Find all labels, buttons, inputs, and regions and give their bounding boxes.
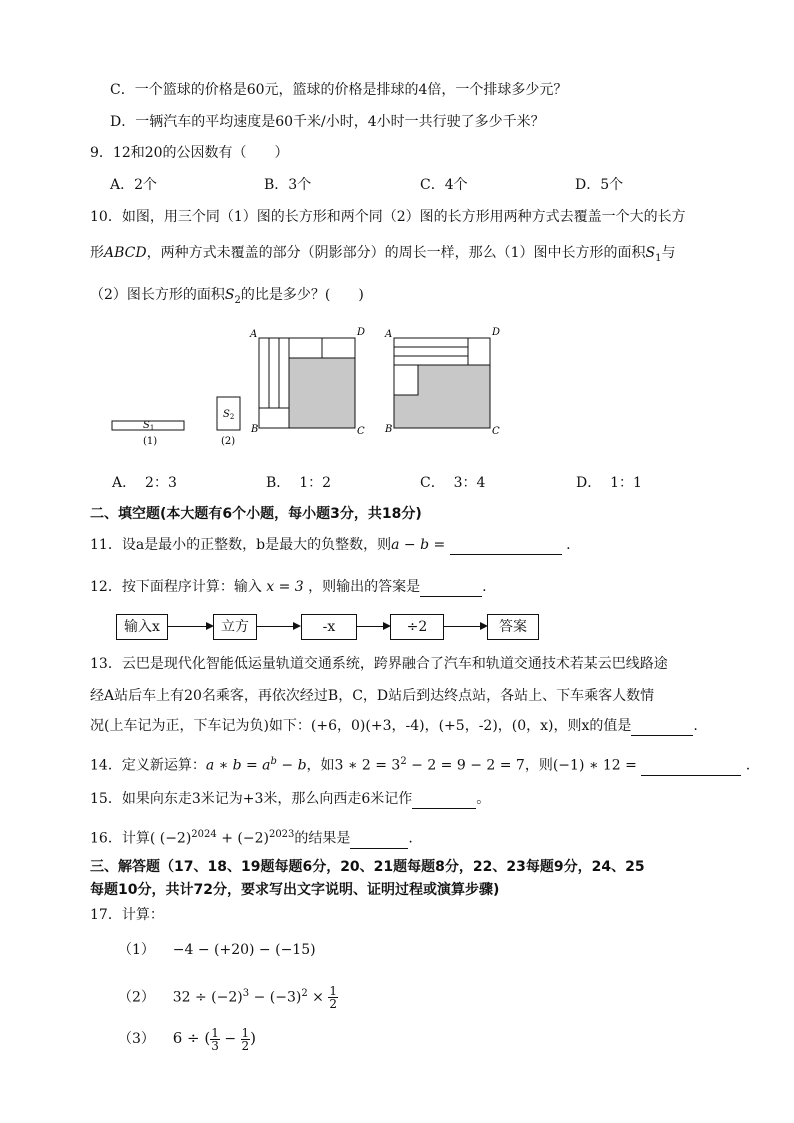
vertex-b-2: B [385,424,393,435]
q11-answer-blank[interactable] [450,538,562,555]
flow-arrow [257,626,299,627]
section-3-heading-line1: 三、解答题（17、18、19题每题6分，20、21题每题8分，22、23每题9分，24、25 [90,859,645,875]
section-3-heading-line2: 每题10分，共计72分，要求写出文字说明、证明过程或演算步骤) [90,882,500,898]
flow-arrow [357,626,389,627]
q14: 14．定义新运算：a ∗ $b = a^b - b$，如3 ∗ $2 = 3^2 - 2 = 9 - 2 = 7$，则(−1) ∗ 12 = . [90,756,751,774]
q15: 15．如果向东走3米记为+3米，那么向西走6米记作 。 [90,791,491,807]
flow-minus-x: -x [301,614,357,640]
q14-answer-blank[interactable] [641,759,741,776]
vertex-c-2: C [492,426,500,437]
q12: 12．按下面程序计算：输入 x = 3 ，则输出的答案是 . [90,579,487,595]
vertex-d-2: D [492,327,501,338]
q10-line1: 10．如图，用三个同（1）图的长方形和两个同（2）图的长方形用两种方式去覆盖一个大的长方 [90,209,686,225]
vertex-c-1: C [357,426,365,437]
label-s1: $S_1$ [143,420,155,432]
q17-item-2: （2） $32 \div (-2)^3 - (-3)^2$ × $\frac{1}{2}$ [118,984,337,1012]
q17-stem: 17．计算： [90,907,164,923]
vertex-a-2: A [385,329,393,340]
fraction-half: $\frac{1}{2}$ [329,984,337,1012]
vertex-b-1: B [251,424,259,435]
vertex-a-1: A [250,329,258,340]
q9-option-b: B．3个 [264,177,312,193]
q10-line2: 形ABCD，两种方式未覆盖的部分（阴影部分）的周长一样，那么（1）图中长方形的面积$S_1$与 [90,245,676,264]
q13-answer-blank[interactable] [631,719,693,736]
q12-flowchart [116,614,546,640]
q11: 11．设a是最小的正整数，b是最大的负整数，则a − b = . [90,537,571,553]
q17-item-1: （1） −4 − (+20) − (−15) [118,942,316,958]
q8-option-d: D．一辆汽车的平均速度是60千米/小时，4小时一共行驶了多少千米？ [110,114,545,130]
q15-answer-blank[interactable] [412,792,476,809]
q10-figure [100,320,520,450]
q10-line3: （2）图长方形的面积$S_2$的比是多少？( ) [90,287,364,306]
flow-arrow [168,626,212,627]
cover-method-1 [249,327,365,437]
label-s2: $S_2$ [223,409,235,421]
q16: 16．计算( $(-2)^{2024} + (-2)^{2023}$的结果是 . [90,829,413,847]
flow-cube: 立方 [213,614,257,640]
q13-line2: 经A站后车上有20名乘客，再依次经过B，C，D站后到达终点站，各站上、下车乘客人数情 [90,688,655,704]
q10-option-d: D． 1：1 [576,475,642,491]
q9-option-d: D．5个 [575,177,624,193]
q10-option-a: A． 2：3 [112,475,177,491]
q8-option-c: C．一个篮球的价格是60元，篮球的价格是排球的4倍，一个排球多少元？ [110,82,568,98]
q17-item-3: （3） 6 ÷ ( $\frac{1}{3}$ − $\frac{1}{2}$ ) [118,1025,257,1053]
q13-line3: 况(上车记为正，下车记为负)如下：(+6，0)(+3，-4)，(+5，-2)，(0，x)，则x的值是 . [90,718,698,734]
q12-answer-blank[interactable] [420,580,482,597]
fraction-third: $\frac{1}{3}$ [211,1025,219,1053]
caption-1: (1) [143,436,158,447]
flow-divide-2: ÷2 [390,614,444,640]
q13-line1: 13．云巴是现代化智能低运量轨道交通系统，跨界融合了汽车和轨道交通技术若某云巴线路途 [90,656,668,672]
flow-arrow [444,626,486,627]
caption-2: (2) [221,436,236,447]
q9-stem: 9．12和20的公因数有（ ） [90,145,289,161]
vertex-d-1: D [357,327,366,338]
flow-input: 输入x [116,614,168,640]
flow-answer: 答案 [487,614,539,640]
q9-option-c: C．4个 [420,177,468,193]
cover-method-2 [384,327,500,437]
section-2-heading: 二、填空题(本大题有6个小题，每小题3分，共18分) [90,506,422,522]
q10-option-c: C． 3：4 [420,475,486,491]
fraction-half: $\frac{1}{2}$ [241,1025,250,1053]
q9-option-a: A．2个 [110,177,158,193]
q10-option-b: B． 1：2 [266,475,332,491]
q16-answer-blank[interactable] [350,832,408,849]
